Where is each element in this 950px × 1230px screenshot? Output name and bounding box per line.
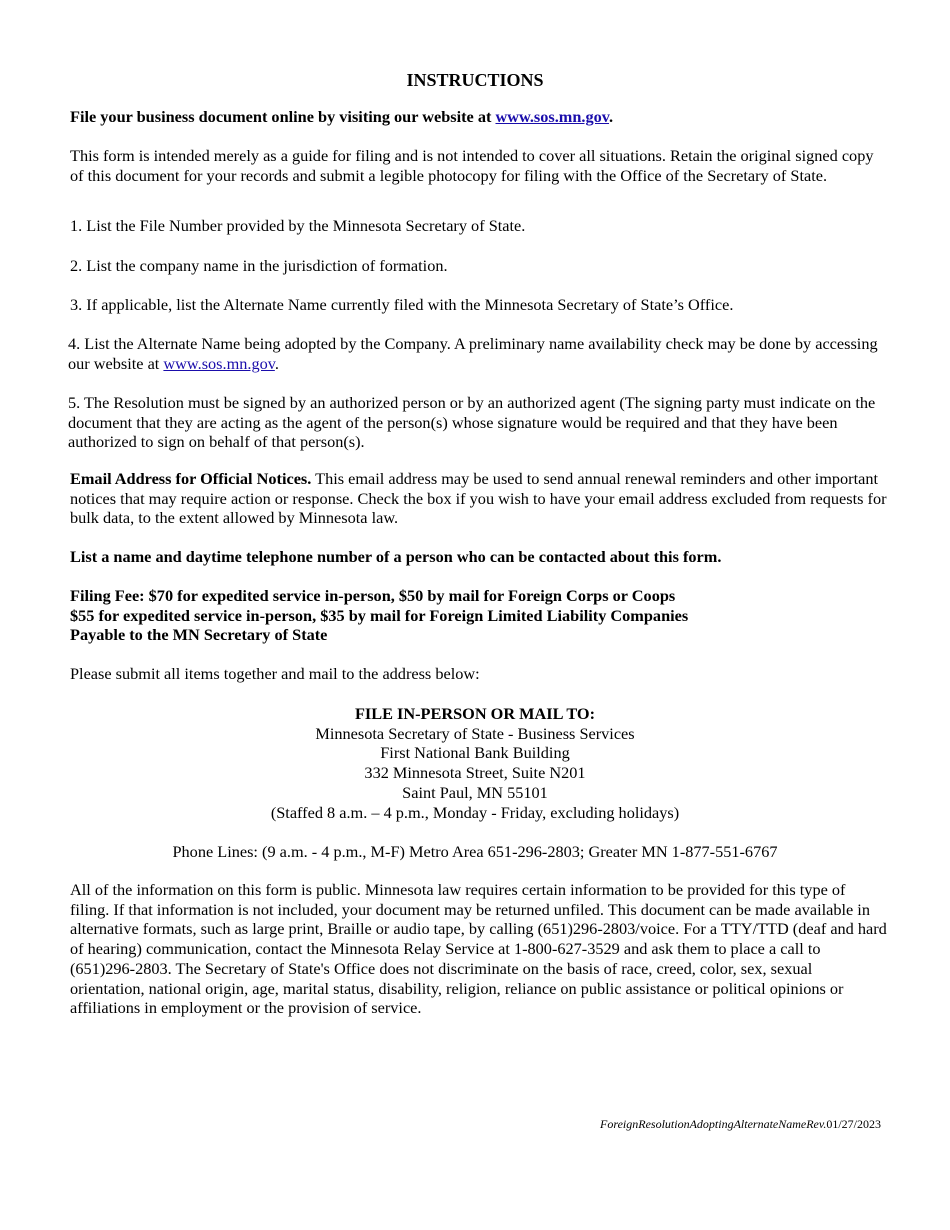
instruction-item-5: 5. The Resolution must be signed by an authorized person or by an authorized agent (The signing party must indicate on the document that they are acting as the agent of the person(s) whose signature would be required and that they have been authorized to sign on behalf of that person(s). [68,393,876,452]
intro-paragraph: This form is intended merely as a guide for filing and is not intended to cover all situations. Retain the original signed copy of this document for your records and submit a legible photocopy for filing with the Office of the Secretary of State. [70,146,874,185]
address-line: 332 Minnesota Street, Suite N201 [364,763,586,783]
address-line: Minnesota Secretary of State - Business Services [315,723,635,743]
page-title: INSTRUCTIONS [406,70,544,90]
online-filing-line [70,107,885,127]
contact-instruction: List a name and daytime telephone number of a person who can be contacted about this form. [70,547,722,566]
instruction-item-2: 2. List the company name in the jurisdiction of formation. [70,256,448,275]
instruction-item-4-text: 4. List the Alternate Name being adopted by the Company. A preliminary name availability check may be done by accessing our website at [68,334,878,373]
filing-fee-line-1: Filing Fee: $70 for expedited service in-person, $50 by mail for Foreign Corps or Coops [70,586,676,605]
form-revision-footer [600,1117,881,1131]
email-heading: Email Address for Official Notices. [70,469,312,488]
address-line: Saint Paul, MN 55101 [402,782,548,802]
online-filing-period: . [609,107,614,126]
instruction-item-4-period: . [274,353,279,373]
email-text: This email address may be used to send annual renewal reminders and other important notices that may require action or response. Check the box if you wish to have your email address excluded from requests for bulk data, to the extent allowed by Minnesota law. [70,469,887,528]
mailing-address-block [0,704,950,822]
filing-fee-block [70,586,885,645]
instruction-item-1: 1. List the File Number provided by the Minnesota Secretary of State. [70,216,526,235]
address-line: First National Bank Building [380,743,570,763]
email-paragraph [70,469,888,528]
phone-lines: Phone Lines: (9 a.m. - 4 p.m., M-F) Metro Area 651-296-2803; Greater MN 1-877-551-6767 [172,842,778,861]
public-notice: All of the information on this form is public. Minnesota law requires certain information to be provided for this type of filing. If that information is not included, your document may be returned unfiled. This document can be made available in alternative formats, such as large print, Braille or audio tape, by calling (651)296-2803/voice. For a TTY/TTD (deaf and hard of hearing) communication, contact the Minnesota Relay Service at 1-800-627-3529 and ask them to place a call to (651)296-2803. The Secretary of State's Office does not discriminate on the basis of race, creed, color, sex, sexual orientation, national origin, age, marital status, disability, religion, reliance on public assistance or political opinions or affiliations in employment or the provision of service. [70,880,887,1018]
instruction-item-3: 3. If applicable, list the Alternate Name currently filed with the Minnesota Secretary of State’s Office. [70,295,734,314]
website-link[interactable]: www.sos.mn.gov [495,107,610,126]
filing-fee-line-2: $55 for expedited service in-person, $35 by mail for Foreign Limited Liability Companies [70,605,689,625]
submit-instruction: Please submit all items together and mail to the address below: [70,664,480,683]
revision-date: 01/27/2023 [826,1117,881,1131]
office-hours: (Staffed 8 a.m. – 4 p.m., Monday - Friday, excluding holidays) [270,802,680,822]
online-filing-text: File your business document online by visiting our website at [70,107,496,126]
form-name: ForeignResolutionAdoptingAlternateNameRev. [600,1117,827,1131]
filing-fee-line-3: Payable to the MN Secretary of State [70,625,328,645]
instruction-item-4 [68,334,888,373]
address-heading: FILE IN-PERSON OR MAIL TO: [354,704,596,723]
website-link-2[interactable]: www.sos.mn.gov [163,353,275,373]
